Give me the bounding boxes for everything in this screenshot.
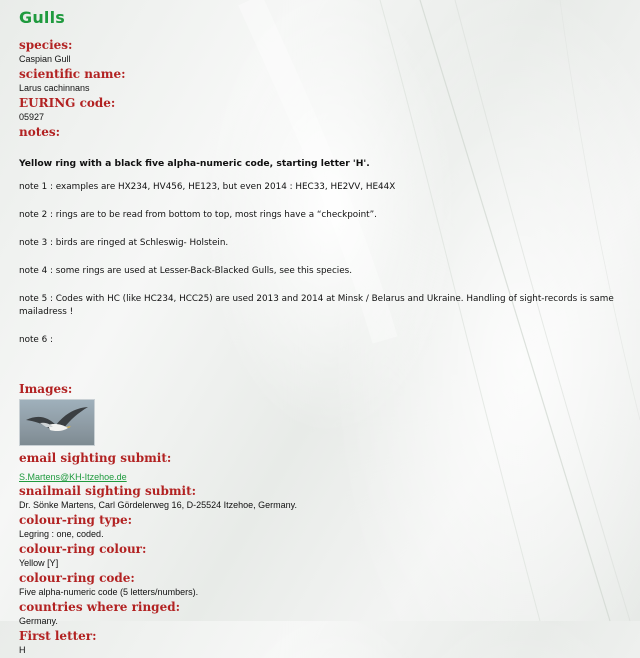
gull-detail-page bbox=[19, 8, 633, 658]
email-link[interactable]: S.Martens@KH-Itzehoe.de bbox=[19, 472, 127, 482]
note-6: note 6 : bbox=[19, 335, 53, 345]
colour-ring-type-label: colour-ring type: bbox=[19, 513, 133, 527]
snailmail-value: Dr. Sönke Martens, Carl Gördelerweg 16, D-25524 Itzehoe, Germany. bbox=[19, 500, 297, 510]
scientific-name-value: Larus cachinnans bbox=[19, 83, 90, 93]
colour-ring-code-label: colour-ring code: bbox=[19, 571, 135, 585]
euring-code-value: 05927 bbox=[19, 112, 45, 122]
colour-ring-code-value: Five alpha-numeric code (5 letters/numbers). bbox=[19, 587, 199, 597]
page-title: Gulls bbox=[19, 8, 66, 27]
images-label: Images: bbox=[19, 382, 73, 396]
gull-photo-thumbnail[interactable] bbox=[19, 399, 95, 446]
species-value: Caspian Gull bbox=[19, 54, 71, 64]
email-label: email sighting submit: bbox=[19, 451, 172, 465]
colour-ring-colour-value: Yellow [Y] bbox=[19, 558, 59, 568]
colour-ring-colour-label: colour-ring colour: bbox=[19, 542, 147, 556]
euring-code-label: EURING code: bbox=[19, 96, 116, 110]
countries-ringed-label: countries where ringed: bbox=[19, 600, 181, 614]
notes-label: notes: bbox=[19, 125, 61, 139]
note-5: note 5 : Codes with HC (like HC234, HCC25) are used 2013 and 2014 at Minsk / Belarus and Ukraine. Handling of sight-records is same mailadress ! bbox=[19, 294, 614, 317]
note-3: note 3 : birds are ringed at Schleswig- Holstein. bbox=[19, 238, 229, 248]
notes-heading: Yellow ring with a black five alpha-numeric code, starting letter 'H'. bbox=[19, 158, 370, 169]
note-4: note 4 : some rings are used at Lesser-Back-Blacked Gulls, see this species. bbox=[19, 266, 353, 276]
first-letter-value: H bbox=[19, 645, 26, 655]
note-1: note 1 : examples are HX234, HV456, HE123, but even 2014 : HEC33, HE2VV, HE44X bbox=[19, 182, 396, 192]
first-letter-label: First letter: bbox=[19, 629, 97, 643]
scientific-name-label: scientific name: bbox=[19, 67, 126, 81]
snailmail-label: snailmail sighting submit: bbox=[19, 484, 197, 498]
countries-ringed-value: Germany. bbox=[19, 616, 58, 626]
species-label: species: bbox=[19, 38, 73, 52]
colour-ring-type-value: Legring : one, coded. bbox=[19, 529, 104, 539]
gull-in-flight-image bbox=[20, 400, 94, 445]
note-2: note 2 : rings are to be read from bottom to top, most rings have a “checkpoint”. bbox=[19, 210, 377, 220]
